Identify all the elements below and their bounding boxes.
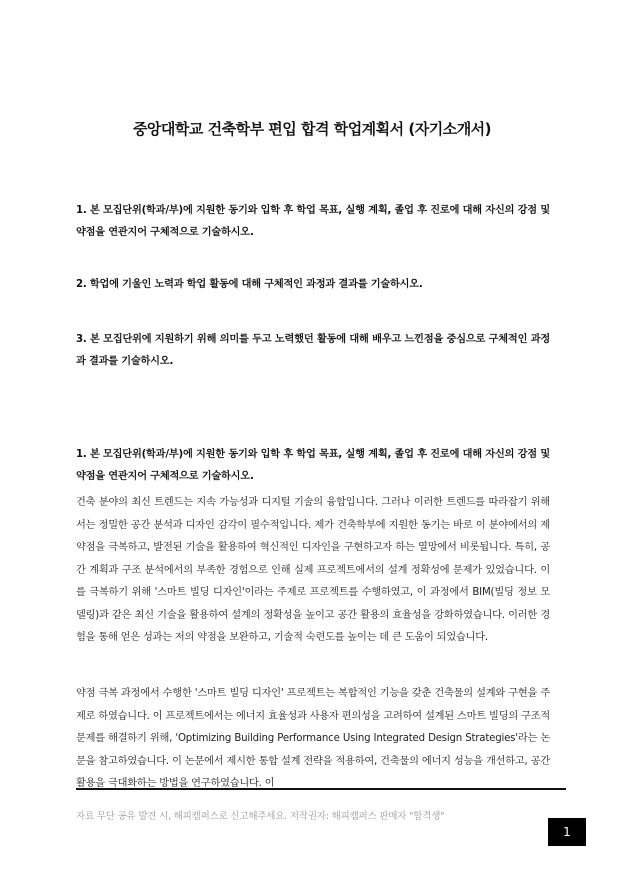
question-1: 1. 본 모집단위(학과/부)에 지원한 동기와 입학 후 학업 목표, 실행 계획, 졸업 후 진로에 대해 자신의 강점 및 약점을 연관지어 구체적으로 기술하시오. bbox=[76, 205, 550, 238]
answer-paragraph-1: 건축 분야의 최신 트렌드는 지속 가능성과 디지털 기술의 융합입니다. 그러나 이러한 트렌드를 따라잡기 위해서는 정밀한 공간 분석과 디자인 감각이 필수적입니다. 제가 건축학부에 지원한 동기는 바로 이 분야에서의 제 약점을 극복하고, 발전된 기술을 활용하여 혁신적인 디자인을 구현하고자 하는 열망에서 비롯됩니다. 특히, 공간 계획과 구조 분석에서의 부족한 경험으로 인해 실제 프로젝트에서의 설계 정확성에 문제가 있었습니다. 이를 극복하기 위해 '스마트 빌딩 디자인'이라는 주제로 프로젝트를 수행하였고, 이 과정에서 BIM(빌딩 정보 모델링)과 같은 최신 기술을 활용하여 설계의 정확성을 높이고 공간 활용의 효율성을 강화하였습니다. 이러한 경험을 통해 얻은 성과는 저의 약점을 보완하고, 기술적 숙련도를 높이는 데 큰 도움이 되었습니다. bbox=[76, 497, 550, 643]
page-number: 1 bbox=[548, 818, 586, 846]
question-3: 3. 본 모집단위에 지원하기 위해 의미를 두고 노력했던 활동에 대해 배우고 느낀점을 중심으로 구체적인 과정과 결과를 기술하시오. bbox=[76, 334, 550, 367]
footer-divider bbox=[76, 788, 566, 790]
footer-notice: 자료 무단 공유 발견 시, 해피캠퍼스로 신고해주세요. 저작권자: 해피캠퍼스 판매자 "합격생" bbox=[76, 811, 445, 822]
answer-paragraph-2: 약점 극복 과정에서 수행한 '스마트 빌딩 디자인' 프로젝트는 복합적인 기능을 갖춘 건축물의 설계와 구현을 주제로 하였습니다. 이 프로젝트에서는 에너지 효율성과 사용자 편의성을 고려하여 설계된 스마트 빌딩의 구조적 문제를 해결하기 위해, 'Optimizing Building Performance Using Integrated Design Strategies'라는 논문을 참고하였습니다. 이 논문에서 제시한 통합 설계 전략을 적용하여, 건축물의 에너지 성능을 개선하고, 공간 활용을 극대화하는 방법을 연구하였습니다. 이 bbox=[76, 688, 550, 789]
question-2: 2. 학업에 기울인 노력과 학업 활동에 대해 구체적인 과정과 결과를 기술하시오. bbox=[76, 279, 423, 290]
answer-heading: 1. 본 모집단위(학과/부)에 지원한 동기와 입학 후 학업 목표, 실행 계획, 졸업 후 진로에 대해 자신의 강점 및 약점을 연관지어 구체적으로 기술하시오. bbox=[76, 449, 550, 482]
page-title: 중앙대학교 건축학부 편입 합격 학업계획서 (자기소개서) bbox=[132, 120, 492, 138]
